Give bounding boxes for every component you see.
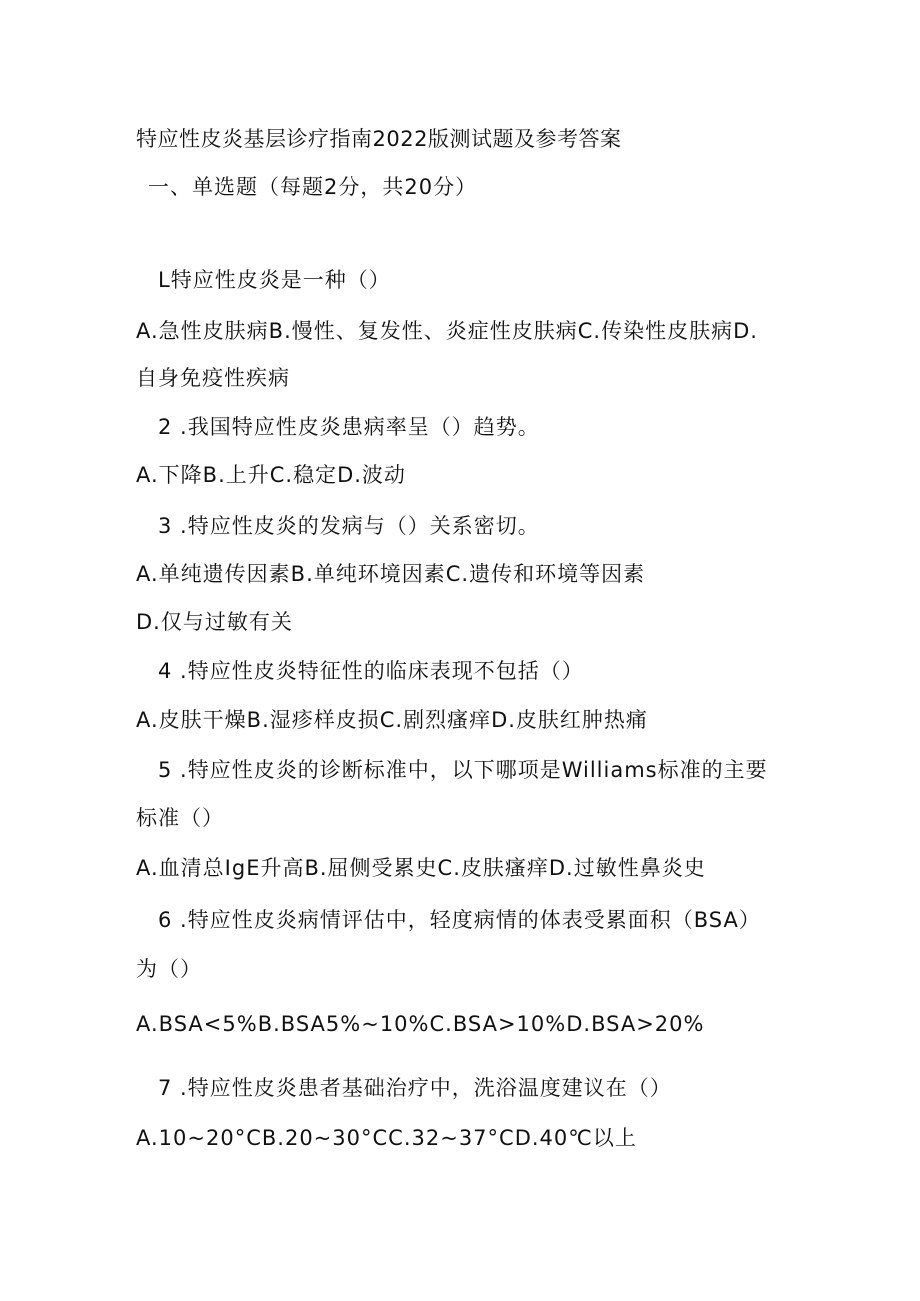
question-5-stem-line-2: 标准（） <box>136 806 224 830</box>
question-3-options-line-1: A.单纯遗传因素B.单纯环境因素C.遗传和环境等因素 <box>136 562 646 586</box>
question-2-stem: 2 .我国特应性皮炎患病率呈（）趋势。 <box>158 415 540 439</box>
question-5-stem-line-1: 5 .特应性皮炎的诊断标准中，以下哪项是Williams标准的主要 <box>158 758 768 782</box>
question-5-options: A.血清总IgE升高B.屈侧受累史C.皮肤瘙痒D.过敏性鼻炎史 <box>136 856 706 880</box>
section-heading: 一、单选题（每题2分，共20分） <box>148 175 478 199</box>
question-1-stem: L特应性皮炎是一种（） <box>158 268 391 292</box>
question-4-stem: 4 .特应性皮炎特征性的临床表现不包括（） <box>158 659 584 683</box>
question-1-options-line-2: 自身免疫性疾病 <box>136 366 290 390</box>
question-6-options: A.BSA<5%B.BSA5%~10%C.BSA>10%D.BSA>20% <box>136 1012 705 1036</box>
question-6-stem-line-1: 6 .特应性皮炎病情评估中，轻度病情的体表受累面积（BSA） <box>158 908 761 932</box>
question-6-stem-line-2: 为（） <box>136 957 202 981</box>
question-2-options: A.下降B.上升C.稳定D.波动 <box>136 463 406 487</box>
question-3-stem: 3 .特应性皮炎的发病与（）关系密切。 <box>158 514 540 538</box>
question-1-options-line-1: A.急性皮肤病B.慢性、复发性、炎症性皮肤病C.传染性皮肤病D. <box>136 319 758 343</box>
document-title: 特应性皮炎基层诊疗指南2022版测试题及参考答案 <box>136 127 622 151</box>
question-7-stem: 7 .特应性皮炎患者基础治疗中，洗浴温度建议在（） <box>158 1076 672 1100</box>
question-7-options: A.10~20°CB.20~30°CC.32~37°CD.40℃以上 <box>136 1126 637 1150</box>
question-3-options-line-2: D.仅与过敏有关 <box>136 610 293 634</box>
question-4-options: A.皮肤干燥B.湿疹样皮损C.剧烈瘙痒D.皮肤红肿热痛 <box>136 708 648 732</box>
